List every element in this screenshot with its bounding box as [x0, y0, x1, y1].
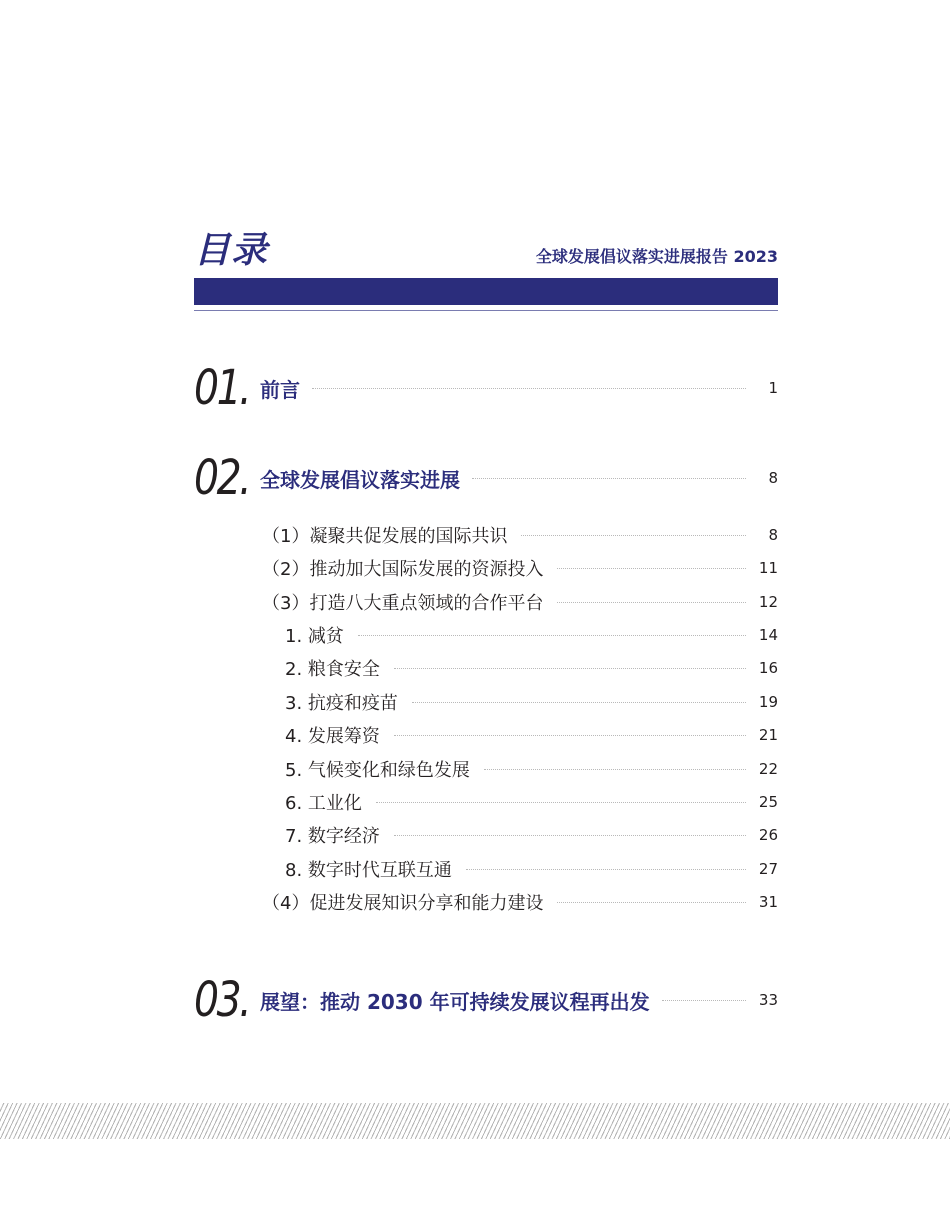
page-number: 22 — [758, 760, 778, 778]
subsection-title: （1）凝聚共促发展的国际共识 — [262, 526, 508, 547]
area-title: 8. 数字时代互联互通 — [285, 860, 452, 881]
leader-dots — [521, 535, 746, 536]
leader-dots — [662, 1000, 746, 1001]
page-number: 11 — [758, 559, 778, 577]
section-title: 全球发展倡议落实进展 — [260, 467, 460, 492]
section-title: 展望：推动 2030 年可持续发展议程再出发 — [260, 989, 650, 1014]
subsection-title: （4）促进发展知识分享和能力建设 — [262, 893, 544, 914]
area-title: 3. 抗疫和疫苗 — [285, 693, 398, 714]
leader-dots — [412, 702, 746, 703]
leader-dots — [394, 835, 746, 836]
subsection-title: （2）推动加大国际发展的资源投入 — [262, 559, 544, 580]
leader-dots — [376, 802, 746, 803]
report-title: 全球发展倡议落实进展报告 2023 — [535, 247, 778, 266]
section-number: 02. — [194, 450, 250, 506]
toc-subsection-4[interactable] — [262, 890, 778, 914]
toc-area-5[interactable] — [285, 757, 778, 781]
page-number: 21 — [758, 726, 778, 744]
header-bar — [194, 278, 778, 305]
toc-area-4[interactable] — [285, 723, 778, 747]
leader-dots — [557, 902, 746, 903]
leader-dots — [557, 602, 746, 603]
leader-dots — [358, 635, 746, 636]
area-title: 6. 工业化 — [285, 793, 362, 814]
toc-subsection-1[interactable] — [262, 523, 778, 547]
page-number: 33 — [758, 991, 778, 1009]
page-number: 25 — [758, 793, 778, 811]
toc-subsection-2[interactable] — [262, 556, 778, 580]
leader-dots — [466, 869, 746, 870]
page-number: 19 — [758, 693, 778, 711]
toc-area-2[interactable] — [285, 656, 778, 680]
toc-section-1[interactable] — [194, 360, 778, 416]
leader-dots — [312, 388, 746, 389]
toc-subsection-3[interactable] — [262, 590, 778, 614]
area-title: 1. 减贫 — [285, 626, 344, 647]
toc-area-7[interactable] — [285, 823, 778, 847]
page-number: 31 — [758, 893, 778, 911]
page-number: 8 — [768, 526, 778, 544]
page-number: 14 — [758, 626, 778, 644]
leader-dots — [394, 735, 746, 736]
section-number: 03. — [194, 972, 250, 1028]
subsection-title: （3）打造八大重点领域的合作平台 — [262, 593, 544, 614]
section-title: 前言 — [260, 377, 300, 402]
toc-section-3[interactable] — [194, 972, 778, 1028]
area-title: 7. 数字经济 — [285, 826, 380, 847]
area-title: 4. 发展筹资 — [285, 726, 380, 747]
page-number: 27 — [758, 860, 778, 878]
page-number: 12 — [758, 593, 778, 611]
leader-dots — [394, 668, 746, 669]
area-title: 2. 粮食安全 — [285, 659, 380, 680]
leader-dots — [557, 568, 746, 569]
page-number: 1 — [768, 379, 778, 397]
page-number: 8 — [768, 469, 778, 487]
header-rule — [194, 310, 778, 311]
page-number: 26 — [758, 826, 778, 844]
toc-area-3[interactable] — [285, 690, 778, 714]
area-title: 5. 气候变化和绿色发展 — [285, 760, 470, 781]
section-number: 01. — [194, 360, 250, 416]
toc-area-8[interactable] — [285, 857, 778, 881]
toc-section-2[interactable] — [194, 450, 778, 506]
page-number: 16 — [758, 659, 778, 677]
leader-dots — [472, 478, 746, 479]
toc-area-6[interactable] — [285, 790, 778, 814]
toc-area-1[interactable] — [285, 623, 778, 647]
leader-dots — [484, 769, 746, 770]
decorative-stripes — [0, 1103, 950, 1139]
toc-title: 目录 — [194, 230, 269, 271]
